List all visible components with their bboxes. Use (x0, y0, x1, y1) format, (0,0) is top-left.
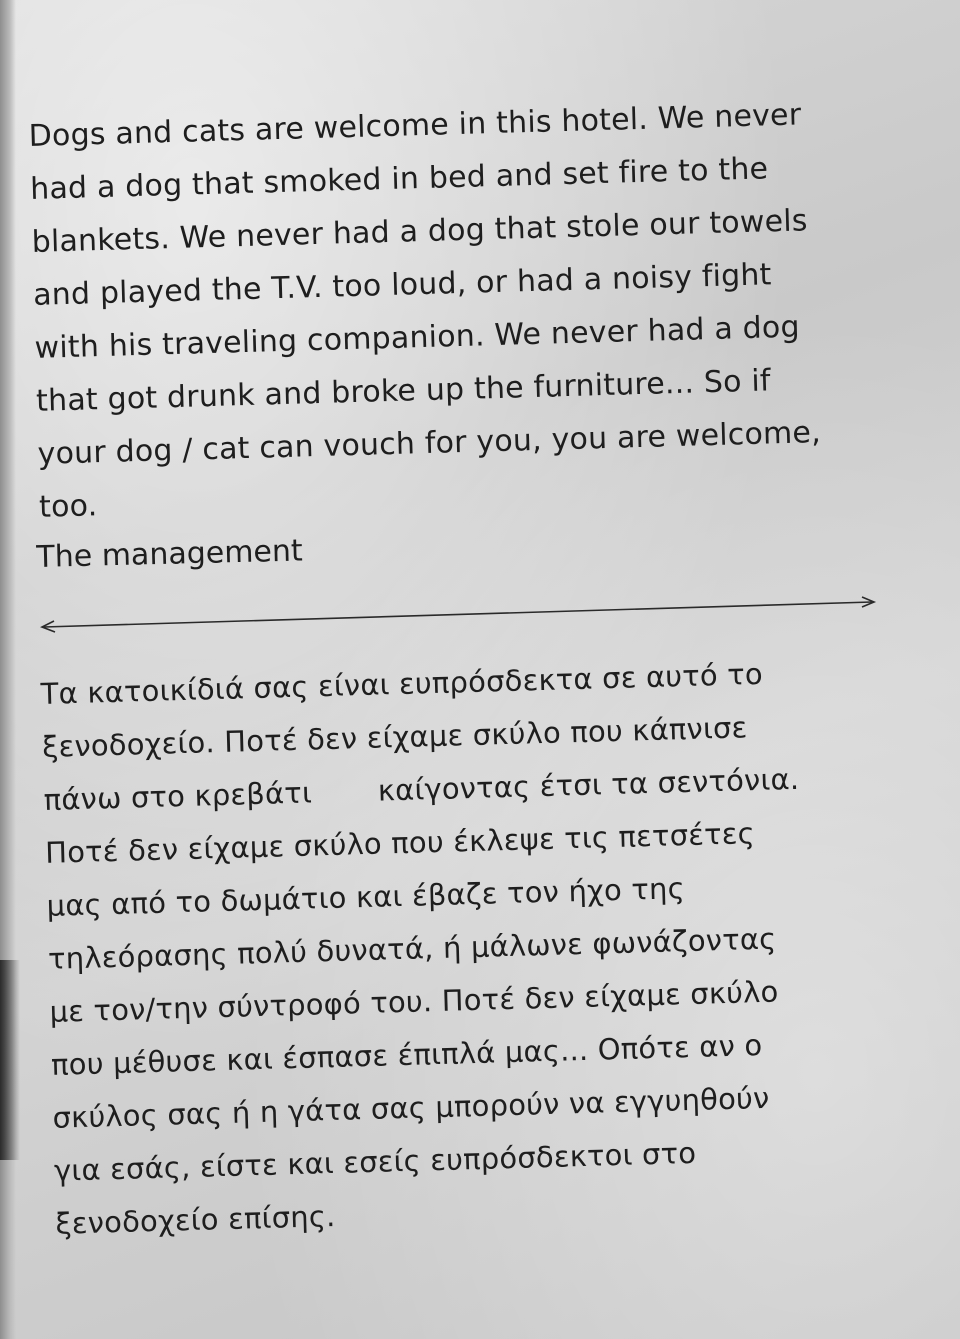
greek-line-3: πάνω στο κρεβάτι καίγοντας έτσι τα σεντόνια. (43, 761, 800, 817)
greek-line-9: σκύλος σας ή η γάτα σας μπορούν να εγγυηθούν (52, 1080, 770, 1135)
english-notice (28, 86, 900, 534)
english-line-3: blankets. We never had a dog that stole our towels (31, 203, 809, 260)
paper-edge-shadow (0, 960, 20, 1160)
english-line-7: your dog / cat can vouch for you, you are welcome, (37, 414, 822, 472)
greek-line-11: ξενοδοχείο επίσης. (55, 1198, 336, 1241)
greek-line-5: μας από το δωμάτιο και έβαζε τον ήχο της (46, 871, 686, 923)
english-line-2: had a dog that smoked in bed and set fire to the (29, 151, 769, 207)
english-line-4: and played the T.V. too loud, or had a noisy fight (32, 257, 773, 313)
signature: The management (36, 533, 304, 575)
greek-line-4: Ποτέ δεν είχαμε σκύλο που έκλεψε τις πετσέτες (44, 816, 756, 870)
greek-line-7: με τον/την σύντροφό του. Ποτέ δεν είχαμε σκύλο (49, 974, 779, 1029)
greek-line-10: για εσάς, είστε και εσείς ευπρόσδεκτοι στο (53, 1135, 697, 1188)
double-arrow-divider (38, 594, 878, 634)
greek-notice (40, 644, 916, 1251)
greek-line-6: τηλεόρασης πολύ δυνατά, ή μάλωνε φωνάζοντας (47, 921, 777, 976)
greek-line-2: ξενοδοχείο. Ποτέ δεν είχαμε σκύλο που κάπνισε (41, 710, 748, 764)
english-line-8: too. (38, 488, 98, 525)
greek-line-8: που μέθυσε και έσπασε έπιπλά μας... Οπότε αν ο (50, 1027, 763, 1082)
english-line-5: with his traveling companion. We never had a dog (34, 309, 801, 366)
greek-line-1: Τα κατοικίδιά σας είναι ευπρόσδεκτα σε αυτό το (40, 656, 764, 711)
english-line-1: Dogs and cats are welcome in this hotel. We never (28, 97, 802, 154)
english-line-6: that got drunk and broke up the furniture... So if (35, 363, 772, 419)
